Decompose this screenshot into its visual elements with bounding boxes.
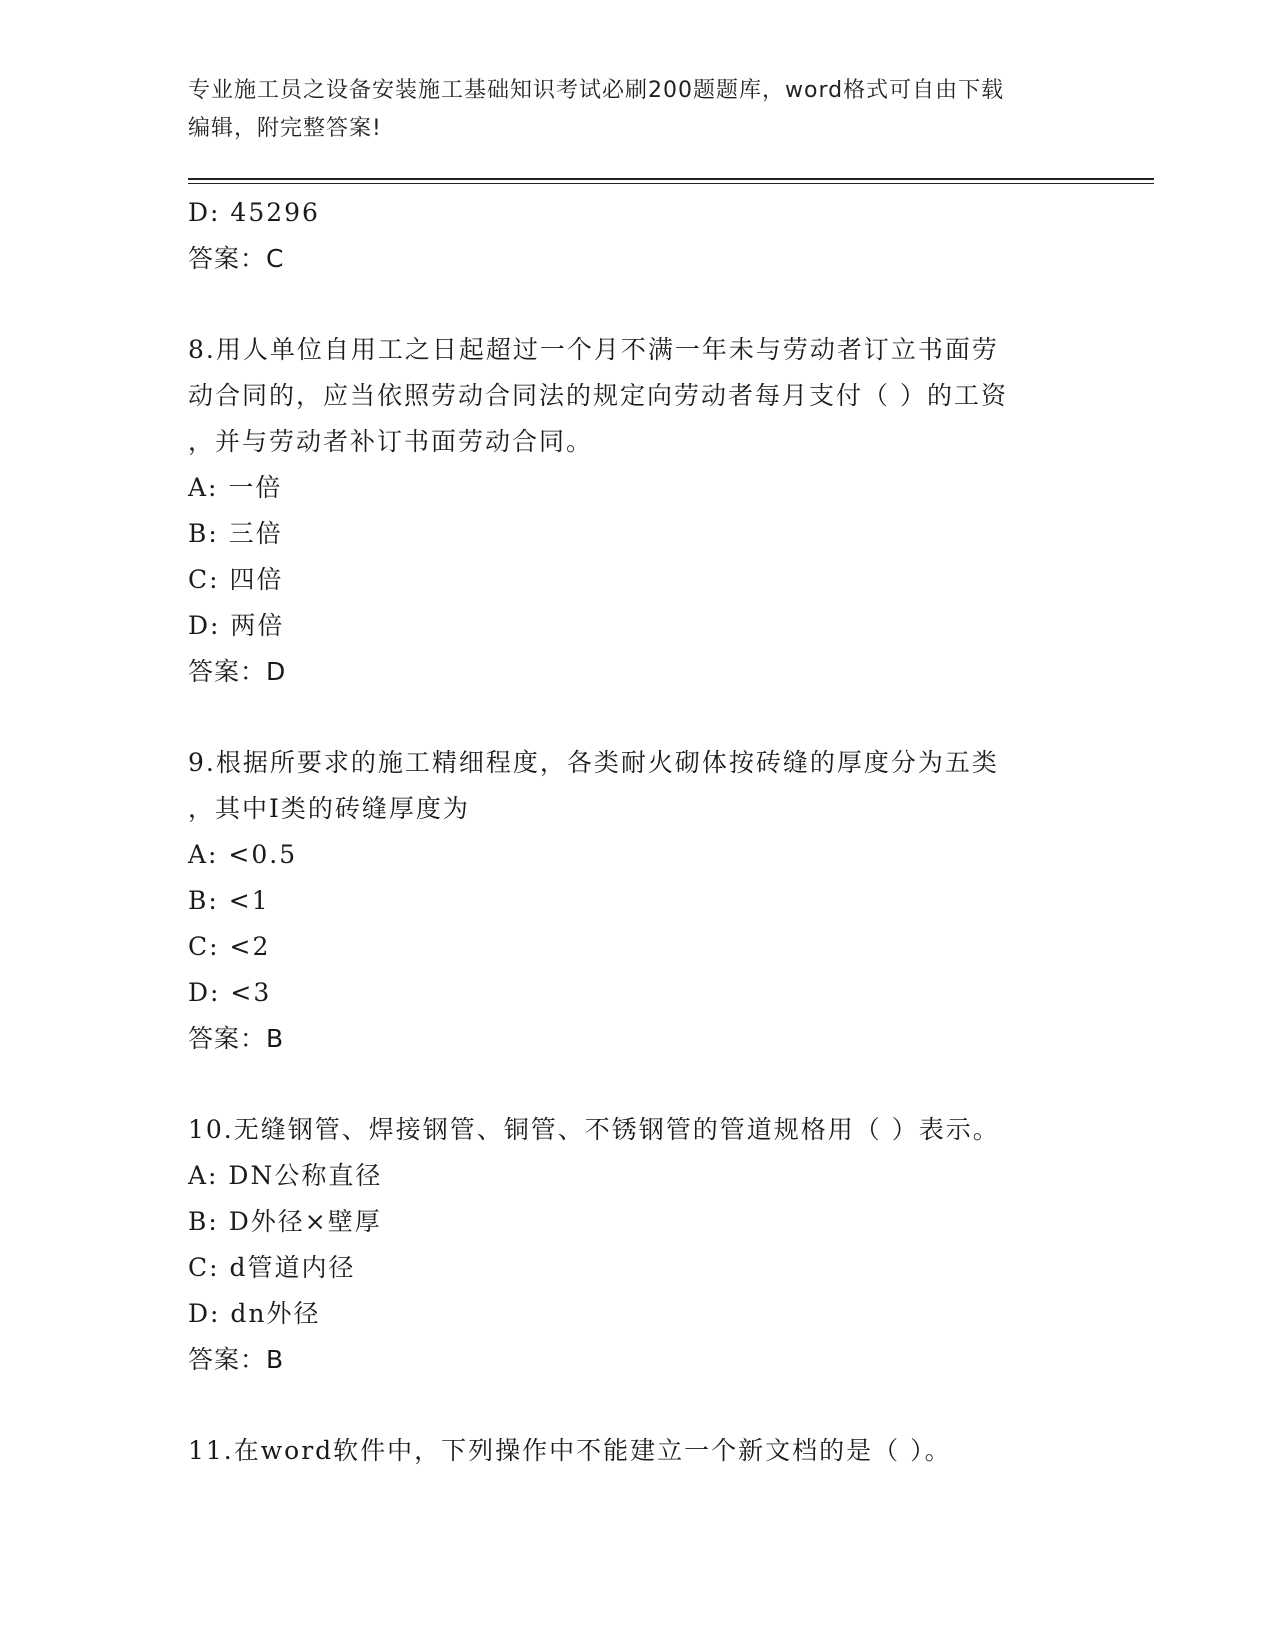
option-d: D: <3 (188, 978, 272, 1007)
question-block-9 (188, 740, 1088, 1062)
question-block-10 (188, 1107, 1088, 1383)
option-a: A: 一倍 (188, 473, 283, 502)
header-divider-thick (188, 178, 1154, 180)
option-c: C: d管道内径 (188, 1253, 356, 1282)
answer-label: 答案：B (188, 1345, 285, 1374)
option-b: B: <1 (188, 886, 270, 915)
option-a: A: <0.5 (188, 840, 298, 869)
question-text-line: ，并与劳动者补订书面劳动合同。 (188, 427, 594, 456)
question-text-line: 10.无缝钢管、焊接钢管、铜管、不锈钢管的管道规格用（ ）表示。 (188, 1115, 1000, 1144)
answer-label: 答案：B (188, 1024, 285, 1053)
answer-label: 答案：D (188, 657, 287, 686)
header-line-1: 专业施工员之设备安装施工基础知识考试必刷200题题库，word格式可自由下载 (188, 78, 1005, 103)
option-c: C: 四倍 (188, 565, 284, 594)
question-block-11 (188, 1428, 1088, 1474)
question-text-line: 8.用人单位自用工之日起超过一个月不满一年未与劳动者订立书面劳 (188, 335, 999, 364)
header-divider-thin (188, 183, 1154, 184)
question-list (188, 190, 1088, 1474)
header-line-2: 编辑，附完整答案! (188, 116, 382, 141)
question-block-7 (188, 190, 1088, 282)
question-text-line: 11.在word软件中，下列操作中不能建立一个新文档的是（ ）。 (188, 1436, 952, 1465)
question-block-8 (188, 327, 1088, 695)
question-text-line: 9.根据所要求的施工精细程度，各类耐火砌体按砖缝的厚度分为五类 (188, 748, 999, 777)
document-header (188, 72, 1088, 148)
option-c: C: <2 (188, 932, 271, 961)
option-b: B: D外径×壁厚 (188, 1207, 382, 1236)
option-b: B: 三倍 (188, 519, 283, 548)
question-text-line: ，其中Ⅰ类的砖缝厚度为 (188, 794, 470, 823)
option-d: D: 两倍 (188, 611, 285, 640)
question-text-line: 动合同的，应当依照劳动合同法的规定向劳动者每月支付（ ）的工资 (188, 381, 1008, 410)
option-d: D: dn外径 (188, 1299, 321, 1328)
answer-label: 答案：C (188, 244, 285, 273)
option-a: A: DN公称直径 (188, 1161, 383, 1190)
option-d: D: 45296 (188, 198, 320, 227)
